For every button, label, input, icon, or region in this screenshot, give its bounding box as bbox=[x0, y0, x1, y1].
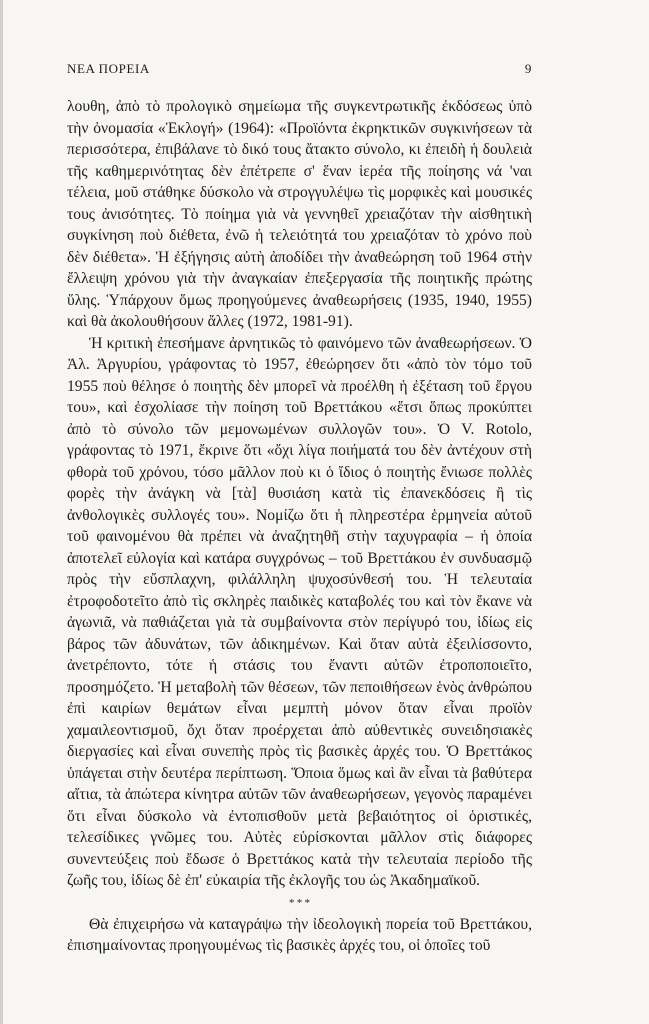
running-header bbox=[67, 61, 532, 77]
paragraph: Ἡ κριτικὴ ἐπεσήμανε ἀρνητικῶς τὸ φαινόμενο τῶν ἀναθεωρήσεων. Ὁ Ἀλ. Ἀργυρίου, γράφοντας τὸ 1957, ἐθεώρησεν ὅτι «ἀπὸ τὸν τόμο τοῦ 1955 ποὺ θέλησε ὁ ποιητὴς δὲν μπορεῖ νὰ προέλθη ἡ ἐξέταση τοῦ ἔργου του», καὶ ἐσχολίασε τὴν ποίηση τοῦ Βρεττάκου «ἔτσι ὅπως προκύπτει ἀπὸ τὸ σύνολο τῶν μεμονωμένων συλλογῶν του». Ὁ V. Rotolo, γράφοντας τὸ 1971, ἔκρινε ὅτι «ὄχι λίγα ποιήματά του δὲν ἀντέχουν στὴ φθορὰ τοῦ χρόνου, τόσο μᾶλλον ποὺ κι ὁ ἴδιος ὁ ποιητὴς ἔνιωσε πολλὲς φορὲς τὴν ἀνάγκη νὰ [τὰ] θυσιάση κατὰ τὶς ἐπανεκδόσεις ἢ τὶς ἀνθολογικὲς συλλογές του». Νομίζω ὅτι ἡ πληρεστέρα ἑρμηνεία αὐτοῦ τοῦ φαινομένου θὰ πρέπει νὰ ἀναζητηθῆ στὴν ταχυγραφία – ἡ ὁποία ἀποτελεῖ εὐλογία καὶ κατάρα συγχρόνως – τοῦ Βρεττάκου ἐν συνδυασμῷ πρὸς τὴν εὔσπλαχνη, φιλάλληλη ψυχοσύνθεσή του. Ἡ τελευταία ἐτροφοδοτεῖτο ἀπὸ τὶς σκληρὲς παιδικὲς καταβολές του καὶ τὸν ἔκανε νὰ ἀγωνιᾶ, νὰ παθιάζεται γιὰ τὰ συμβαίνοντα στὸν περίγυρό του, ἰδίως εἰς βάρος τῶν ἀδυνάτων, τῶν ἀδικημένων. Καὶ ὅταν αὐτὰ ἐξειλίσσοντο, ἀνετρέποντο, τότε ἡ στάσις του ἔναντι αὐτῶν ἐτροποποιεῖτο, προσημόζετο. Ἡ μεταβολὴ τῶν θέσεων, τῶν πεποιθήσεων ἑνὸς ἀνθρώπου ἐπὶ καιρίων θεμάτων εἶναι μεμπτὴ μόνον ὅταν εἶναι προϊὸν χαμαιλεοντισμοῦ, ὄχι ὅταν προέρχεται ἀπὸ αὐθεντικὲς συνειδησιακὲς διεργασίες καὶ εἶναι συνεπὴς πρὸς τὶς βασικὲς ἀρχές του. Ὁ Βρεττάκος ὑπάγεται στὴν δευτέρα περίπτωση. Ὅποια ὅμως καὶ ἂν εἶναι τὰ βαθύτερα αἴτια, τὰ ἀπώτερα κίνητρα αὐτῶν τῶν ἀναθεωρήσεων, γεγονὸς παραμένει ὅτι εἶναι δύσκολο νὰ ἐντοπισθοῦν μετὰ βεβαιότητος οἱ ὁριστικές, τελεσίδικες γνῶμες του. Αὐτὲς εὑρίσκονται μᾶλλον στὶς διάφορες συνεντεύξεις ποὺ ἔδωσε ὁ Βρεττάκος κατὰ τὴν τελευταία περίοδο τῆς ζωῆς του, ἰδίως δὲ ἐπ' εὐκαιρία τῆς ἐκλογῆς του ὡς Ἀκαδημαϊκοῦ. bbox=[67, 334, 532, 889]
body-text bbox=[67, 96, 532, 957]
paragraph: Θὰ ἐπιχειρήσω νὰ καταγράψω τὴν ἰδεολογικὴ πορεία τοῦ Βρεττάκου, ἐπισημαίνοντας προηγουμένως τὶς βασικὲς ἀρχές του, οἱ ὁποῖες τοῦ bbox=[67, 915, 532, 954]
page-number: 9 bbox=[524, 61, 532, 76]
section-separator: * * * bbox=[289, 896, 310, 909]
page-edge bbox=[0, 0, 3, 1024]
paragraph: λουθη, ἀπὸ τὸ προλογικὸ σημείωμα τῆς συγκεντρωτικῆς ἐκδόσεως ὑπὸ τὴν ὀνομασία «Ἐκλογή» (1964): «Προϊόντα ἐκρηκτικῶν συγκινήσεων τὰ περισσότερα, ἐπιβάλανε τὸ δικό τους ἄτακτο σύνολο, κι ἐπειδὴ ἡ δουλειὰ τῆς καθημερινότητας δὲν ἐπέτρεπε σ' ἕναν ἱερέα τῆς ποίησης νά 'ναι τέλεια, μοῦ στάθηκε δύσκολο νὰ στρογγυλέψω τὶς μορφικὲς καὶ μουσικές τους ἀνισότητες. Τὸ ποίημα γιὰ νὰ γεννηθεῖ χρειαζόταν τὴν αἰσθητικὴ συγκίνηση ποὺ διέθετα, ἐνῶ ἡ τελειότητά του χρειαζόταν τὸ χρόνο ποὺ δὲν διέθετα». Ἡ ἐξήγησις αὐτὴ ἀποδίδει τὴν ἀναθεώρηση τοῦ 1964 στὴν ἔλλειψη χρόνου γιὰ τὴν ἀναγκαίαν ἐπεξεργασία τῆς ποιητικῆς πρώτης ὕλης. Ὑπάρχουν ὅμως προηγούμενες ἀναθεωρήσεις (1935, 1940, 1955) καὶ θὰ ἀκολουθήσουν ἄλλες (1972, 1981-91). bbox=[67, 98, 532, 330]
running-title: ΝΕΑ ΠΟΡΕΙΑ bbox=[67, 61, 150, 76]
